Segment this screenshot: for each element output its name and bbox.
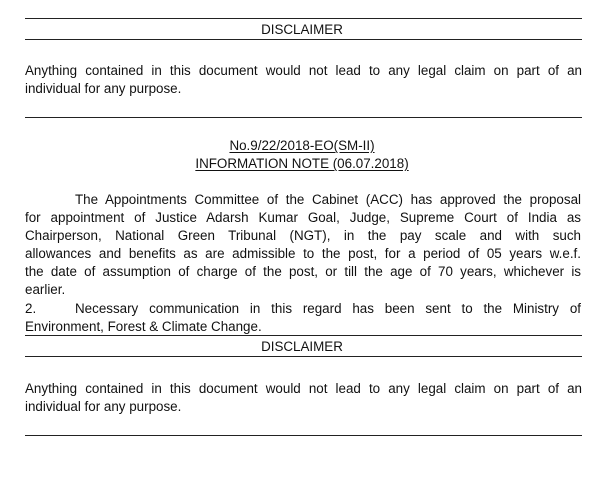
top-rule: [25, 18, 582, 19]
paragraph-1-line-5: the date of assumption of charge of the post, or till the age of 70 years, whichever is: [25, 264, 581, 279]
top-disclaimer-heading-rule: [25, 39, 582, 40]
note-title: [0, 155, 604, 172]
top-disclaimer-text-line-1: Anything contained in this document would not lead to any legal claim on part of an: [25, 63, 582, 78]
paragraph-2-line-2: Environment, Forest & Climate Change.: [25, 319, 262, 334]
paragraph-2-number: 2.: [25, 301, 37, 316]
bottom-disclaimer-text-line-1: Anything contained in this document would not lead to any legal claim on part of an: [25, 381, 582, 396]
paragraph-1-line-1: The Appointments Committee of the Cabinet (ACC) has approved the proposal: [75, 192, 581, 207]
paragraph-1-line-4: allowances and benefits as are admissible to the post, for a period of 05 years w.e.f.: [25, 246, 581, 261]
note-number: [0, 137, 604, 154]
bottom-disclaimer-heading-rule: [25, 356, 582, 357]
paragraph-1-line-3: Chairperson, National Green Tribunal (NGT), in the pay scale and with such: [25, 228, 581, 243]
bottom-disclaimer-heading: DISCLAIMER: [261, 339, 343, 354]
top-disclaimer-text-line-2: individual for any purpose.: [25, 81, 182, 96]
top-disclaimer-heading: DISCLAIMER: [261, 22, 343, 37]
paragraph-2-line-1: Necessary communication in this regard has been sent to the Ministry of: [75, 301, 581, 316]
paragraph-1-line-2: for appointment of Justice Adarsh Kumar Goal, Judge, Supreme Court of India as: [25, 210, 581, 225]
note-title-text: INFORMATION NOTE (06.07.2018): [195, 156, 409, 171]
top-disclaimer-bottom-rule: [25, 117, 582, 118]
bottom-disclaimer-text-line-2: individual for any purpose.: [25, 399, 182, 414]
paragraph-1-line-6: earlier.: [25, 282, 66, 297]
note-number-text: No.9/22/2018-EO(SM-II): [229, 138, 375, 153]
bottom-disclaimer-bottom-rule: [25, 435, 582, 436]
bottom-disclaimer-top-rule: [25, 335, 582, 336]
